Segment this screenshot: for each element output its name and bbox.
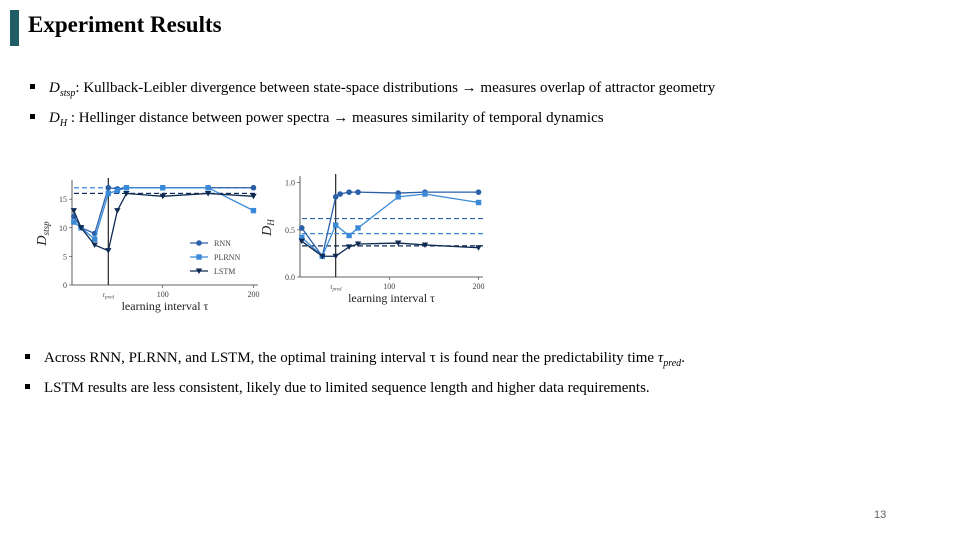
data-point [92,237,97,242]
bullet-dh [30,110,604,129]
series-rnn [299,189,481,259]
y-axis-label: $D_H$ [260,219,276,236]
data-point [395,194,400,199]
data-point [355,225,360,230]
data-point [105,248,111,254]
bullet-dstsp [30,80,715,99]
y-tick-label: 10 [59,223,67,233]
y-tick-label: 0.5 [285,225,295,235]
data-point [106,191,111,196]
title-accent-bar [10,10,19,46]
data-point [160,185,165,190]
bullet-square-icon [25,384,30,389]
data-point [71,208,77,214]
bullet-square-icon [25,354,30,359]
data-point [114,208,120,214]
page-number: 13 [874,509,887,521]
chart-dstsp [30,170,275,320]
bullet-text: LSTM results are less consistent, likely due to limited sequence length and higher data requirements. [44,380,650,396]
x-tick-label: 100 [383,282,396,291]
data-point [299,225,305,231]
data-point [124,185,129,190]
y-tick-label: 1.0 [285,178,295,188]
symbol: $D_H$ [49,110,68,129]
y-tick-label: 5 [63,252,67,262]
data-point [476,189,482,195]
y-tick-label: 0 [63,281,67,290]
legend [190,239,240,276]
bullet-optimal-interval: Across RNN, PLRNN, and LSTM, the optimal training interval τ is found near the predictability time $\tau_{pred}$. [25,350,685,369]
symbol: $D_{stsp}$ [49,80,76,99]
data-point [115,188,120,193]
data-point [333,222,338,227]
data-point [422,191,427,196]
slide-title: Experiment Results [28,12,222,37]
chart-dh [255,170,485,320]
y-axis-label: $D_{stsp}$ [35,221,51,246]
x-axis-label: learning interval τ [121,299,209,313]
x-tick-label: 200 [472,282,485,291]
bullet-square-icon [30,84,35,89]
data-point [476,200,481,205]
x-tick-label: 100 [156,290,169,299]
legend-label: LSTM [214,267,236,276]
data-point [105,185,111,191]
data-point [337,191,343,197]
data-point [205,185,210,190]
bullet-lstm-consistency [25,380,650,397]
tau-pred-label: $\tau_{pred}$ [329,283,342,293]
legend-marker [196,254,201,259]
series-plrnn [299,191,481,259]
data-point [355,189,361,195]
bullet-text: : Kullback-Leibler divergence between state-space distributions → measures overlap of attractor geometry [75,80,716,96]
y-tick-label: 0.0 [285,273,295,282]
legend-label: PLRNN [214,253,241,262]
legend-marker [196,240,202,246]
data-point [346,189,352,195]
y-tick-label: 15 [59,195,67,205]
legend-label: RNN [214,239,231,248]
series-rnn [71,185,256,236]
data-point [71,219,76,224]
x-tick-label: 200 [247,290,260,299]
bullet-square-icon [30,114,35,119]
tau-pred-label: $\tau_{pred}$ [102,291,115,301]
bullet-text: : Hellinger distance between power spectra → measures similarity of temporal dynamics [67,110,604,126]
data-point [346,233,351,238]
x-axis-label: learning interval τ [348,291,435,305]
bullet-text: Across RNN, PLRNN, and LSTM, the optimal training interval τ is found near the predictability time [44,350,658,366]
symbol: $\tau_{pred}$ [657,350,682,369]
